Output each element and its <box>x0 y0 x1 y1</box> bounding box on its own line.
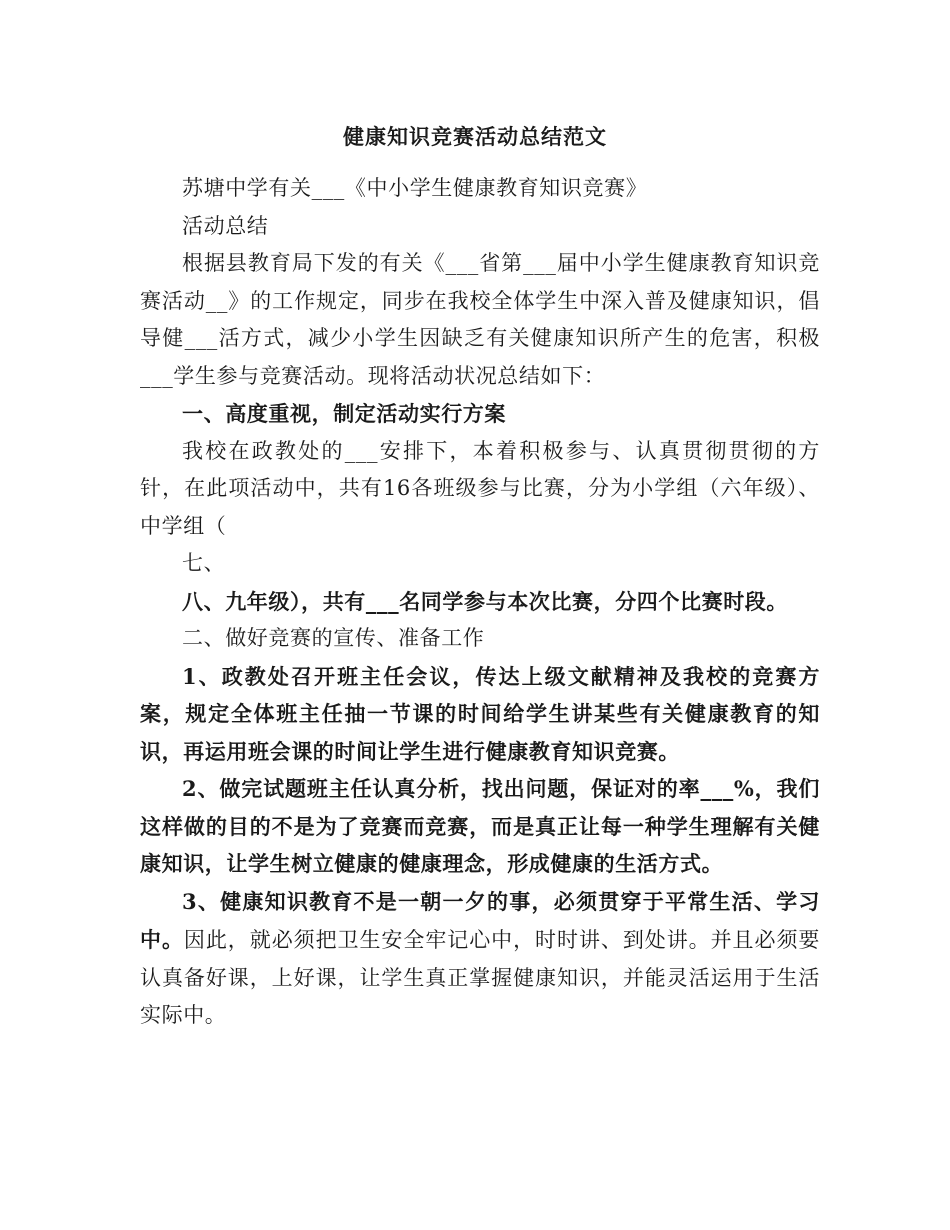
section-heading-1: 一、高度重视，制定活动实行方案 <box>182 401 506 426</box>
paragraph-item-3 <box>140 883 820 1035</box>
paragraph-grade-seven: 七、 <box>182 551 226 575</box>
paragraph-grade-eight-nine: 八、九年级），共有___名同学参与本次比赛，分四个比赛时段。 <box>182 588 788 614</box>
document-body <box>140 170 820 1035</box>
paragraph-section1-body: 我校在政教处的___安排下，本着积极参与、认真贯彻贯彻的方针，在此项活动中，共有16各班级参与比赛，分为小学组（六年级）、中学组（ <box>140 438 820 538</box>
document-title: 健康知识竞赛活动总结范文 <box>343 124 607 149</box>
section-heading-2: 二、做好竞赛的宣传、准备工作 <box>182 626 485 650</box>
paragraph-item-2: 2、做完试题班主任认真分析，找出问题，保证对的率___%，我们这样做的目的不是为了竞赛而竞赛，而是真正让每一种学生理解有关健康知识，让学生树立健康的健康理念，形成健康的生活方式。 <box>140 776 820 876</box>
paragraph-subtitle-line1: 苏塘中学有关___《中小学生健康教育知识竞赛》 <box>182 176 648 200</box>
paragraph-intro: 根据县教育局下发的有关《___省第___届中小学生健康教育知识竞赛活动__》的工作规定，同步在我校全体学生中深入普及健康知识，倡导健___活方式，减少小学生因缺乏有关健康知识所产生的危害，积极___学生参与竞赛活动。现将活动状况总结如下： <box>140 251 820 388</box>
paragraph-subtitle-line2: 活动总结 <box>182 213 269 238</box>
paragraph-item-3-regular: 因此，就必须把卫生安全牢记心中，时时讲、到处讲。并且必须要认真备好课，上好课，让学生真正掌握健康知识，并能灵活运用于生活实际中。 <box>140 928 821 1027</box>
paragraph-item-1: 1、政教处召开班主任会议，传达上级文献精神及我校的竞赛方案，规定全体班主任抽一节课的时间给学生讲某些有关健康教育的知识，再运用班会课的时间让学生进行健康教育知识竞赛。 <box>140 663 820 764</box>
paragraph-item-3-bold: 3、健康知识教育不是一朝一夕的事，必须贯穿于平常生活、学习中。 <box>140 888 820 952</box>
